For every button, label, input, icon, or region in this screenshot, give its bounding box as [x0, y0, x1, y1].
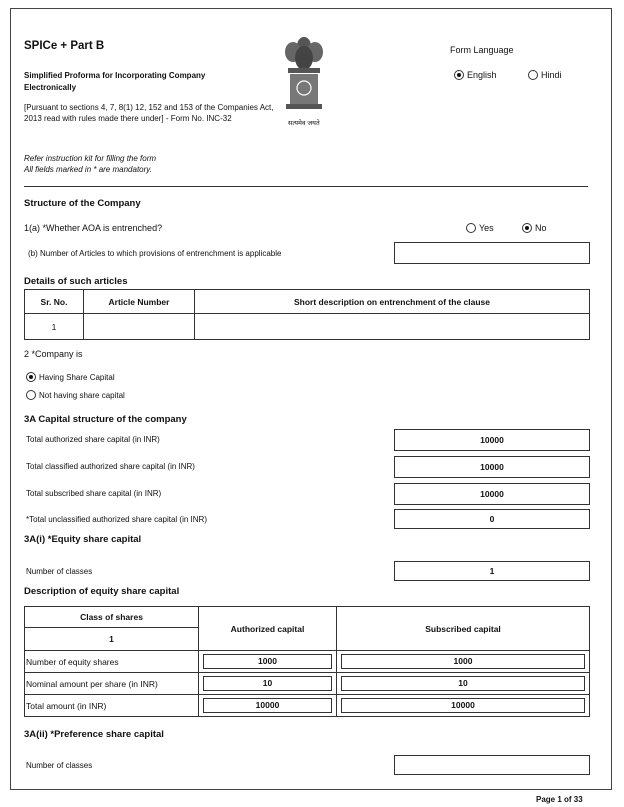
authorized-capital-input[interactable]: 10000: [394, 429, 590, 451]
entrenchment-articles-label: (b) Number of Articles to which provisions of entrenchment is applicable: [28, 249, 282, 258]
col-short-description: Short description on entrenchment of the clause: [195, 290, 590, 314]
equity-classes-label: Number of classes: [26, 567, 93, 576]
class-of-shares-value: 1: [25, 628, 199, 651]
instruction-kit-text: Refer instruction kit for filling the form: [24, 154, 157, 163]
table-row: [25, 673, 590, 695]
table-row: [25, 651, 590, 673]
preference-heading: 3A(ii) *Preference share capital: [24, 729, 164, 740]
company-type-label: 2 *Company is: [24, 349, 83, 359]
preference-classes-input[interactable]: [394, 755, 590, 775]
form-language-label: Form Language: [450, 45, 514, 55]
capital-structure-heading: 3A Capital structure of the company: [24, 414, 187, 425]
subscribed-capital-input[interactable]: 10000: [394, 483, 590, 505]
divider: [24, 186, 588, 187]
col-sr-no: Sr. No.: [25, 290, 84, 314]
option-having-share-capital[interactable]: Having Share Capital: [26, 373, 115, 383]
articles-table: [24, 289, 590, 340]
unclassified-capital-input[interactable]: 0: [394, 509, 590, 529]
radio-selected-icon: [522, 223, 532, 233]
preference-classes-label: Number of classes: [26, 761, 93, 770]
aoa-option-yes[interactable]: Yes: [466, 223, 494, 234]
radio-unselected-icon: [528, 70, 538, 80]
equity-shares-authorized-input[interactable]: 1000: [203, 654, 332, 669]
aoa-entrenched-question: 1(a) *Whether AOA is entrenched?: [24, 223, 163, 233]
table-row: [25, 695, 590, 717]
radio-selected-icon: [454, 70, 464, 80]
language-option-hindi[interactable]: Hindi: [528, 70, 562, 81]
class-of-shares-header: Class of shares: [25, 607, 199, 628]
classified-capital-label: Total classified authorized share capital (in INR): [26, 462, 195, 471]
equity-heading: 3A(i) *Equity share capital: [24, 534, 142, 545]
radio-unselected-icon: [466, 223, 476, 233]
emblem-motto: सत्यमेव जयते: [288, 120, 320, 127]
radio-selected-icon: [26, 372, 36, 382]
structure-heading: Structure of the Company: [24, 198, 141, 209]
mandatory-note: All fields marked in * are mandatory.: [24, 165, 152, 174]
option-not-having-share-capital[interactable]: Not having share capital: [26, 391, 125, 401]
nominal-amount-authorized-input[interactable]: 10: [203, 676, 332, 691]
subscribed-capital-label: Total subscribed share capital (in INR): [26, 489, 162, 498]
total-amount-subscribed-input[interactable]: 10000: [341, 698, 585, 713]
short-description-cell[interactable]: [195, 314, 590, 340]
article-number-cell[interactable]: [84, 314, 195, 340]
equity-shares-label: Number of equity shares: [25, 651, 199, 673]
equity-shares-subscribed-input[interactable]: 1000: [341, 654, 585, 669]
entrenchment-articles-input[interactable]: [394, 242, 590, 264]
articles-details-heading: Details of such articles: [24, 276, 128, 287]
nominal-amount-label: Nominal amount per share (in INR): [25, 673, 199, 695]
pursuant-text: [Pursuant to sections 4, 7, 8(1) 12, 152 and 153 of the Companies Act, 2013 read with rules made there under] - Form No. INC-32: [24, 103, 274, 123]
form-subtitle: Simplified Proforma for Incorporating Company Electronically: [24, 71, 206, 92]
total-amount-authorized-input[interactable]: 10000: [203, 698, 332, 713]
classified-capital-input[interactable]: 10000: [394, 456, 590, 478]
radio-unselected-icon: [26, 390, 36, 400]
col-article-number: Article Number: [84, 290, 195, 314]
form-title: SPICe + Part B: [24, 40, 105, 52]
aoa-option-no[interactable]: No: [522, 223, 547, 234]
subscribed-capital-header: Subscribed capital: [337, 607, 590, 651]
language-option-english[interactable]: English: [454, 70, 497, 81]
sr-no-cell: 1: [25, 314, 84, 340]
national-emblem-icon: [278, 32, 330, 128]
unclassified-capital-label: *Total unclassified authorized share capital (in INR): [26, 515, 207, 524]
equity-table: [24, 606, 590, 717]
equity-classes-input[interactable]: 1: [394, 561, 590, 581]
authorized-capital-label: Total authorized share capital (in INR): [26, 435, 160, 444]
page-number: Page 1 of 33: [536, 795, 583, 804]
equity-description-heading: Description of equity share capital: [24, 586, 180, 597]
table-row: [25, 314, 590, 340]
authorized-capital-header: Authorized capital: [199, 607, 337, 651]
total-amount-label: Total amount (in INR): [25, 695, 199, 717]
nominal-amount-subscribed-input[interactable]: 10: [341, 676, 585, 691]
